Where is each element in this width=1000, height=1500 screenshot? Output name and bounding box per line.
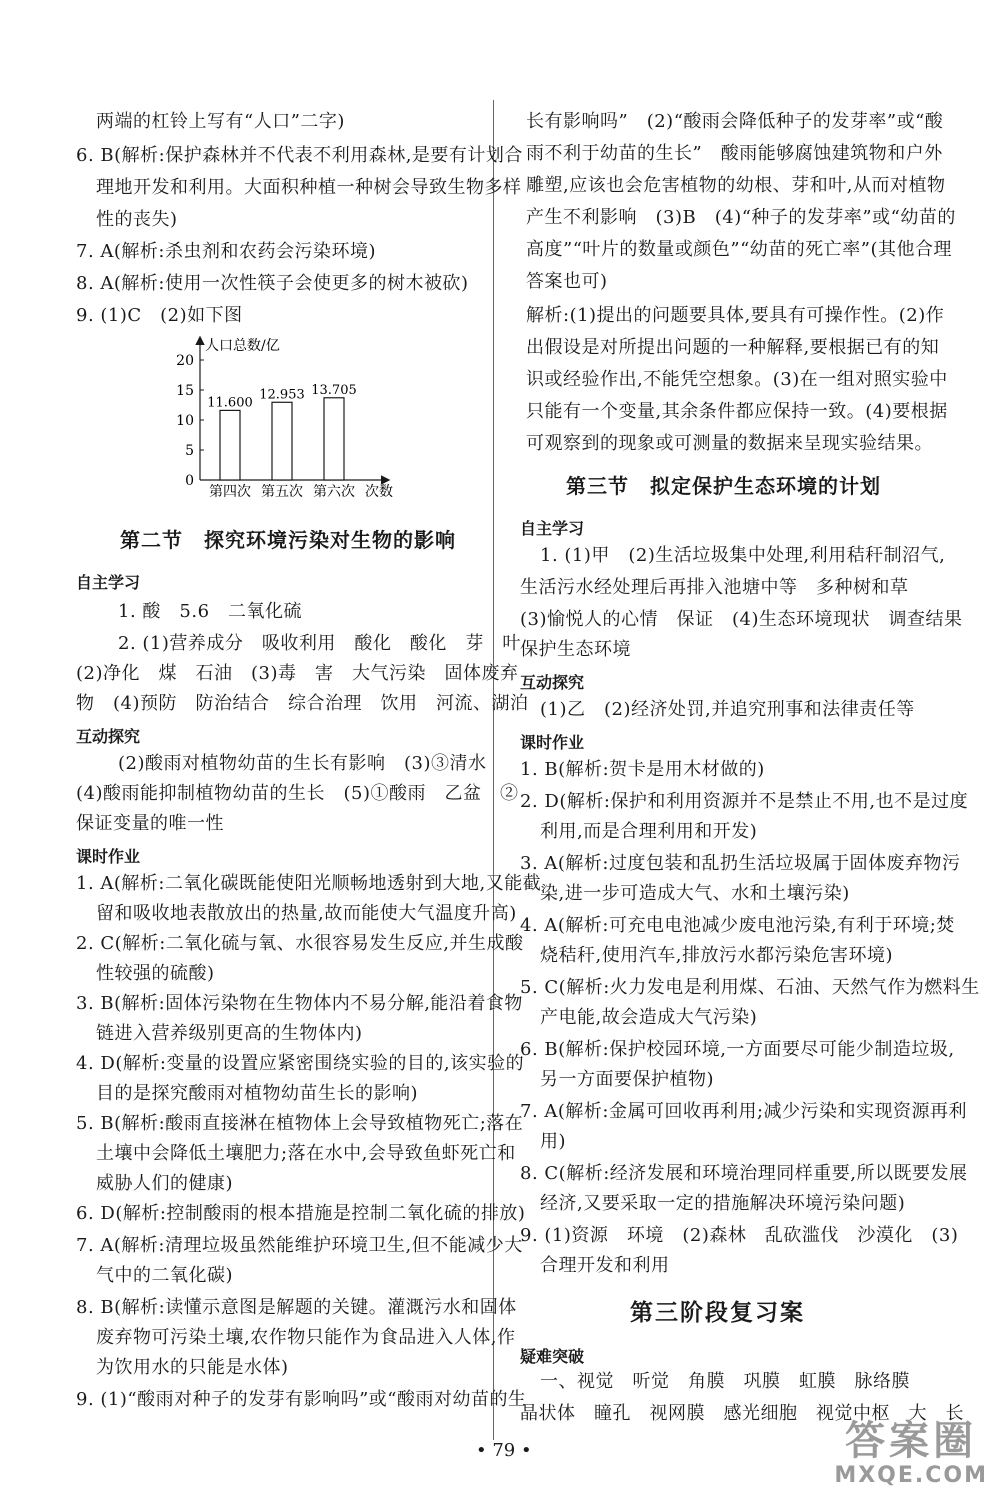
answer-line: 6. B(解析:保护森林并不代表不利用森林,是要有计划合 — [76, 145, 523, 166]
answer-line: 链进入营养级别更高的生物体内) — [96, 1023, 363, 1044]
answer-line: 合理开发和利用 — [540, 1255, 670, 1276]
y-tick-label: 20 — [176, 353, 194, 369]
subsection-heading: 互动探究 — [520, 673, 585, 692]
answer-line: 6. D(解析:控制酸雨的根本措施是控制二氧化硫的排放) — [76, 1203, 526, 1224]
answer-line: 1. A(解析:二氧化碳既能使阳光顺畅地透射到大地,又能截 — [76, 873, 542, 894]
answer-line: 烧秸秆,使用汽车,排放污水都污染危害环境) — [540, 945, 893, 966]
answer-line: (2)酸雨对植物幼苗的生长有影响 (3)③清水 — [118, 753, 487, 774]
subsection-heading: 自主学习 — [76, 573, 141, 592]
answer-line: 保护生态环境 — [520, 639, 631, 660]
answer-line: 7. A(解析:金属可回收再利用;减少污染和实现资源再利 — [520, 1101, 968, 1122]
stage-title: 第三阶段复习案 — [630, 1300, 805, 1326]
answer-line: 6. B(解析:保护校园环境,一方面要尽可能少制造垃圾, — [520, 1039, 955, 1060]
answer-line: 可观察到的现象或可测量的数据来呈现实验结果。 — [526, 433, 933, 454]
watermark-logo — [834, 1419, 988, 1488]
bar-3 — [324, 398, 344, 480]
answer-line: 长有影响吗” (2)“酸雨会降低种子的发芽率”或“酸 — [526, 111, 944, 132]
y-tick-label: 0 — [185, 473, 194, 489]
bar-value-label: 12.953 — [259, 387, 305, 403]
subsection-heading: 自主学习 — [520, 519, 585, 538]
subsection-heading: 课时作业 — [520, 733, 585, 752]
bar-1 — [220, 410, 240, 480]
subsection-heading: 互动探究 — [76, 727, 141, 746]
answer-line: 4. A(解析:可充电电池减少废电池污染,有利于环境;焚 — [520, 915, 955, 936]
watermark-url: MXQE.COM — [834, 1463, 988, 1488]
category-label: 第五次 — [261, 484, 303, 500]
answer-line: 1. (1)甲 (2)生活垃圾集中处理,利用秸秆制沼气, — [540, 545, 946, 566]
answer-line: 只能有一个变量,其余条件都应保持一致。(4)要根据 — [526, 401, 948, 422]
answer-line: 1. 酸 5.6 二氧化硫 — [118, 601, 303, 622]
answer-line: 2. C(解析:二氧化硫与氧、水很容易发生反应,并生成酸 — [76, 933, 524, 954]
y-axis-label: 人口总数/亿 — [205, 338, 280, 354]
answer-line: 9. (1)资源 环境 (2)森林 乱砍滥伐 沙漠化 (3) — [520, 1225, 959, 1246]
y-tick-label: 15 — [176, 383, 194, 399]
answer-line: 保证变量的唯一性 — [76, 813, 224, 834]
y-tick-label: 10 — [176, 413, 194, 429]
category-label: 第六次 — [313, 484, 355, 500]
answer-line: 两端的杠铃上写有“人口”二字) — [96, 111, 345, 132]
answer-line: 雕塑,应该也会危害植物的幼根、芽和叶,从而对植物 — [526, 175, 946, 196]
answer-line: 8. B(解析:读懂示意图是解题的关键。灌溉污水和固体 — [76, 1297, 517, 1318]
section-title: 第三节 拟定保护生态环境的计划 — [566, 474, 881, 498]
answer-line: 土壤中会降低土壤肥力;落在水中,会导致鱼虾死亡和 — [96, 1143, 516, 1164]
answer-line: (2)净化 煤 石油 (3)毒 害 大气污染 固体废弃 — [76, 663, 519, 684]
answer-line: 利用,而是合理利用和开发) — [540, 821, 758, 842]
answer-line: 性较强的硫酸) — [96, 963, 215, 984]
answer-line: 3. A(解析:过度包装和乱扔生活垃圾属于固体废弃物污 — [520, 853, 961, 874]
subsection-heading: 疑难突破 — [520, 1347, 585, 1366]
section-title: 第二节 探究环境污染对生物的影响 — [120, 528, 456, 552]
answer-line: (1)乙 (2)经济处罚,并追究刑事和法律责任等 — [540, 699, 915, 720]
answer-line: 废弃物可污染土壤,农作物只能作为食品进入人体,作 — [96, 1327, 516, 1348]
answer-line: 性的丧失) — [96, 209, 178, 230]
answer-line: 另一方面要保护植物) — [540, 1069, 715, 1090]
answer-line: 一、视觉 听觉 角膜 巩膜 虹膜 脉络膜 — [540, 1371, 910, 1392]
answer-line: 5. C(解析:火力发电是利用煤、石油、天然气作为燃料生 — [520, 977, 980, 998]
answer-line: 9. (1)“酸雨对种子的发芽有影响吗”或“酸雨对幼苗的生 — [76, 1389, 527, 1410]
answer-line: 经济,又要采取一定的措施解决环境污染问题) — [540, 1193, 906, 1214]
answer-line: 雨不利于幼苗的生长” 酸雨能够腐蚀建筑物和户外 — [526, 143, 943, 164]
answer-line: 4. D(解析:变量的设置应紧密围绕实验的目的,该实验的 — [76, 1053, 525, 1074]
answer-line: 留和吸收地表散放出的热量,故而能使大气温度升高) — [96, 903, 517, 924]
answer-line: 目的是探究酸雨对植物幼苗生长的影响) — [96, 1083, 419, 1104]
bar-2 — [272, 402, 292, 480]
bar-value-label: 11.600 — [207, 395, 253, 411]
answer-line: 为饮用水的只能是水体) — [96, 1357, 289, 1378]
answer-line: 出假设是对所提出问题的一种解释,要根据已有的知 — [526, 337, 940, 358]
answer-line: 物 (4)预防 防治结合 综合治理 饮用 河流、湖泊 — [76, 693, 529, 714]
population-bar-chart — [160, 330, 400, 500]
answer-line: 染,进一步可造成大气、水和土壤污染) — [540, 883, 850, 904]
answer-line: 1. B(解析:贺卡是用木材做的) — [520, 759, 765, 780]
answer-line: 气中的二氧化碳) — [96, 1265, 234, 1286]
answer-line: 3. B(解析:固体污染物在生物体内不易分解,能沿着食物 — [76, 993, 523, 1014]
answer-line: 晶状体 瞳孔 视网膜 感光细胞 视觉中枢 大 长 — [520, 1403, 964, 1424]
answer-line: 产生不利影响 (3)B (4)“种子的发芽率”或“幼苗的 — [526, 207, 956, 228]
answer-line: 7. A(解析:清理垃圾虽然能维护环境卫生,但不能减少大 — [76, 1235, 523, 1256]
y-tick-label: 5 — [185, 443, 194, 459]
answer-line: 用) — [540, 1131, 567, 1152]
watermark-text: 答案圈 — [845, 1418, 978, 1464]
category-label: 第四次 — [209, 484, 251, 500]
answer-line: 解析:(1)提出的问题要具体,要具有可操作性。(2)作 — [526, 305, 945, 326]
bar-value-label: 13.705 — [311, 382, 357, 398]
answer-line: 5. B(解析:酸雨直接淋在植物体上会导致植物死亡;落在 — [76, 1113, 524, 1134]
answer-line: (3)愉悦人的心情 保证 (4)生态环境现状 调查结果 — [520, 609, 963, 630]
subsection-heading: 课时作业 — [76, 847, 141, 866]
answer-line: 9. (1)C (2)如下图 — [76, 305, 243, 326]
page-number: • 79 • — [476, 1440, 532, 1461]
answer-line: 理地开发和利用。大面积种植一种树会导致生物多样 — [96, 177, 522, 198]
answer-line: 识或经验作出,不能凭空想象。(3)在一组对照实验中 — [526, 369, 948, 390]
x-axis-label: 次数 — [365, 484, 393, 500]
answer-line: 8. C(解析:经济发展和环境治理同样重要,所以既要发展 — [520, 1163, 968, 1184]
answer-line: 生活污水经处理后再排入池塘中等 多种树和草 — [520, 577, 909, 598]
answer-line: 产电能,故会造成大气污染) — [540, 1007, 758, 1028]
answer-line: 8. A(解析:使用一次性筷子会使更多的树木被砍) — [76, 273, 469, 294]
answer-line: 答案也可) — [526, 271, 608, 292]
answer-line: 2. D(解析:保护和利用资源并不是禁止不用,也不是过度 — [520, 791, 969, 812]
answer-line: (4)酸雨能抑制植物幼苗的生长 (5)①酸雨 乙盆 ② — [76, 783, 519, 804]
answer-line: 7. A(解析:杀虫剂和农药会污染环境) — [76, 241, 377, 262]
answer-line: 威胁人们的健康) — [96, 1173, 234, 1194]
answer-line: 2. (1)营养成分 吸收利用 酸化 酸化 芽 叶 — [118, 633, 521, 654]
answer-line: 高度”“叶片的数量或颜色”“幼苗的死亡率”(其他合理 — [526, 239, 953, 260]
